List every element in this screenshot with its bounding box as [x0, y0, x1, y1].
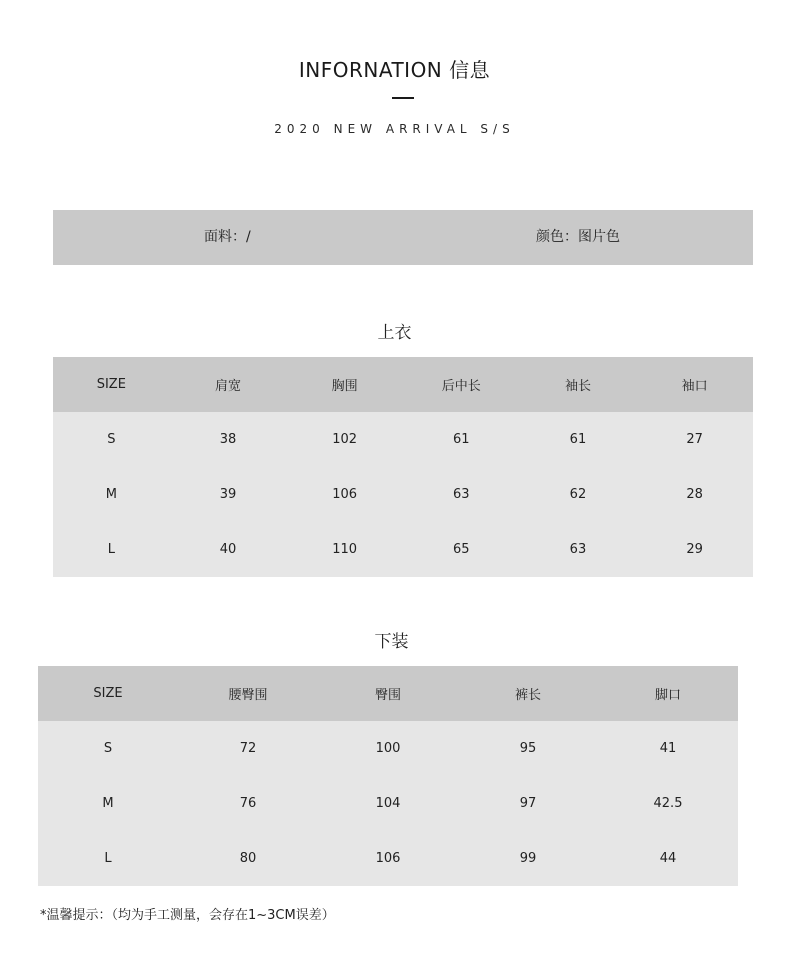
color-info: 颜色：图片色: [536, 229, 620, 245]
table-cell: 62: [569, 487, 587, 502]
table-cell: 110: [332, 542, 358, 557]
bottoms-section-title: 下装: [374, 632, 409, 652]
table-cell: 72: [239, 741, 257, 756]
table-cell: 100: [375, 741, 401, 756]
table-cell: M: [105, 487, 117, 502]
column-header: 肩宽: [214, 379, 241, 394]
table-header-row: [53, 357, 753, 412]
table-cell: 104: [375, 796, 401, 811]
table-cell: 106: [375, 851, 401, 866]
bottoms-size-table: [38, 666, 738, 886]
tops-section-title: 上衣: [377, 323, 412, 343]
column-header: 脚口: [654, 688, 681, 703]
table-cell: 38: [219, 432, 237, 447]
table-cell: 40: [219, 542, 237, 557]
measurement-note: *温馨提示：（均为手工测量，会存在1~3CM误差）: [40, 908, 335, 923]
table-row: [38, 831, 738, 886]
table-cell: 63: [453, 487, 470, 502]
table-cell: 106: [332, 487, 358, 502]
table-row: [38, 721, 738, 776]
column-header: 后中长: [441, 379, 481, 394]
table-row: [53, 412, 753, 467]
table-row: [38, 776, 738, 831]
column-header: 裤长: [514, 688, 541, 703]
column-header: SIZE: [96, 377, 126, 392]
info-bar: [53, 210, 753, 265]
column-header: 腰臀围: [228, 688, 268, 703]
page-title: INFORNATION 信息: [298, 58, 491, 82]
table-cell: 76: [239, 796, 257, 811]
table-cell: 97: [519, 796, 537, 811]
title-divider: [392, 97, 414, 99]
table-cell: 63: [569, 542, 587, 557]
table-cell: 80: [239, 851, 257, 866]
table-cell: L: [104, 851, 112, 866]
fabric-info: 面料：/: [204, 229, 251, 245]
column-header: SIZE: [93, 686, 123, 701]
table-cell: 102: [332, 432, 358, 447]
tops-size-table: [53, 357, 753, 577]
table-cell: 42.5: [653, 796, 683, 811]
column-header: 胸围: [331, 379, 358, 394]
table-row: [53, 522, 753, 577]
table-cell: S: [107, 432, 116, 447]
page-subtitle: 2020 NEW ARRIVAL S/S: [274, 122, 515, 136]
table-cell: 39: [219, 487, 237, 502]
table-cell: 61: [453, 432, 470, 447]
table-cell: S: [103, 741, 113, 756]
table-cell: 44: [659, 851, 677, 866]
table-cell: 27: [686, 432, 703, 447]
table-cell: 28: [686, 487, 703, 502]
table-cell: 61: [569, 432, 587, 447]
table-cell: L: [107, 542, 115, 557]
column-header: 袖长: [564, 379, 591, 394]
column-header: 袖口: [681, 379, 708, 394]
table-cell: M: [102, 796, 114, 811]
column-header: 臀围: [374, 688, 401, 703]
table-cell: 99: [519, 851, 537, 866]
table-cell: 29: [686, 542, 703, 557]
table-cell: 95: [519, 741, 537, 756]
table-cell: 65: [453, 542, 470, 557]
table-row: [53, 467, 753, 522]
table-cell: 41: [659, 741, 677, 756]
table-header-row: [38, 666, 738, 721]
